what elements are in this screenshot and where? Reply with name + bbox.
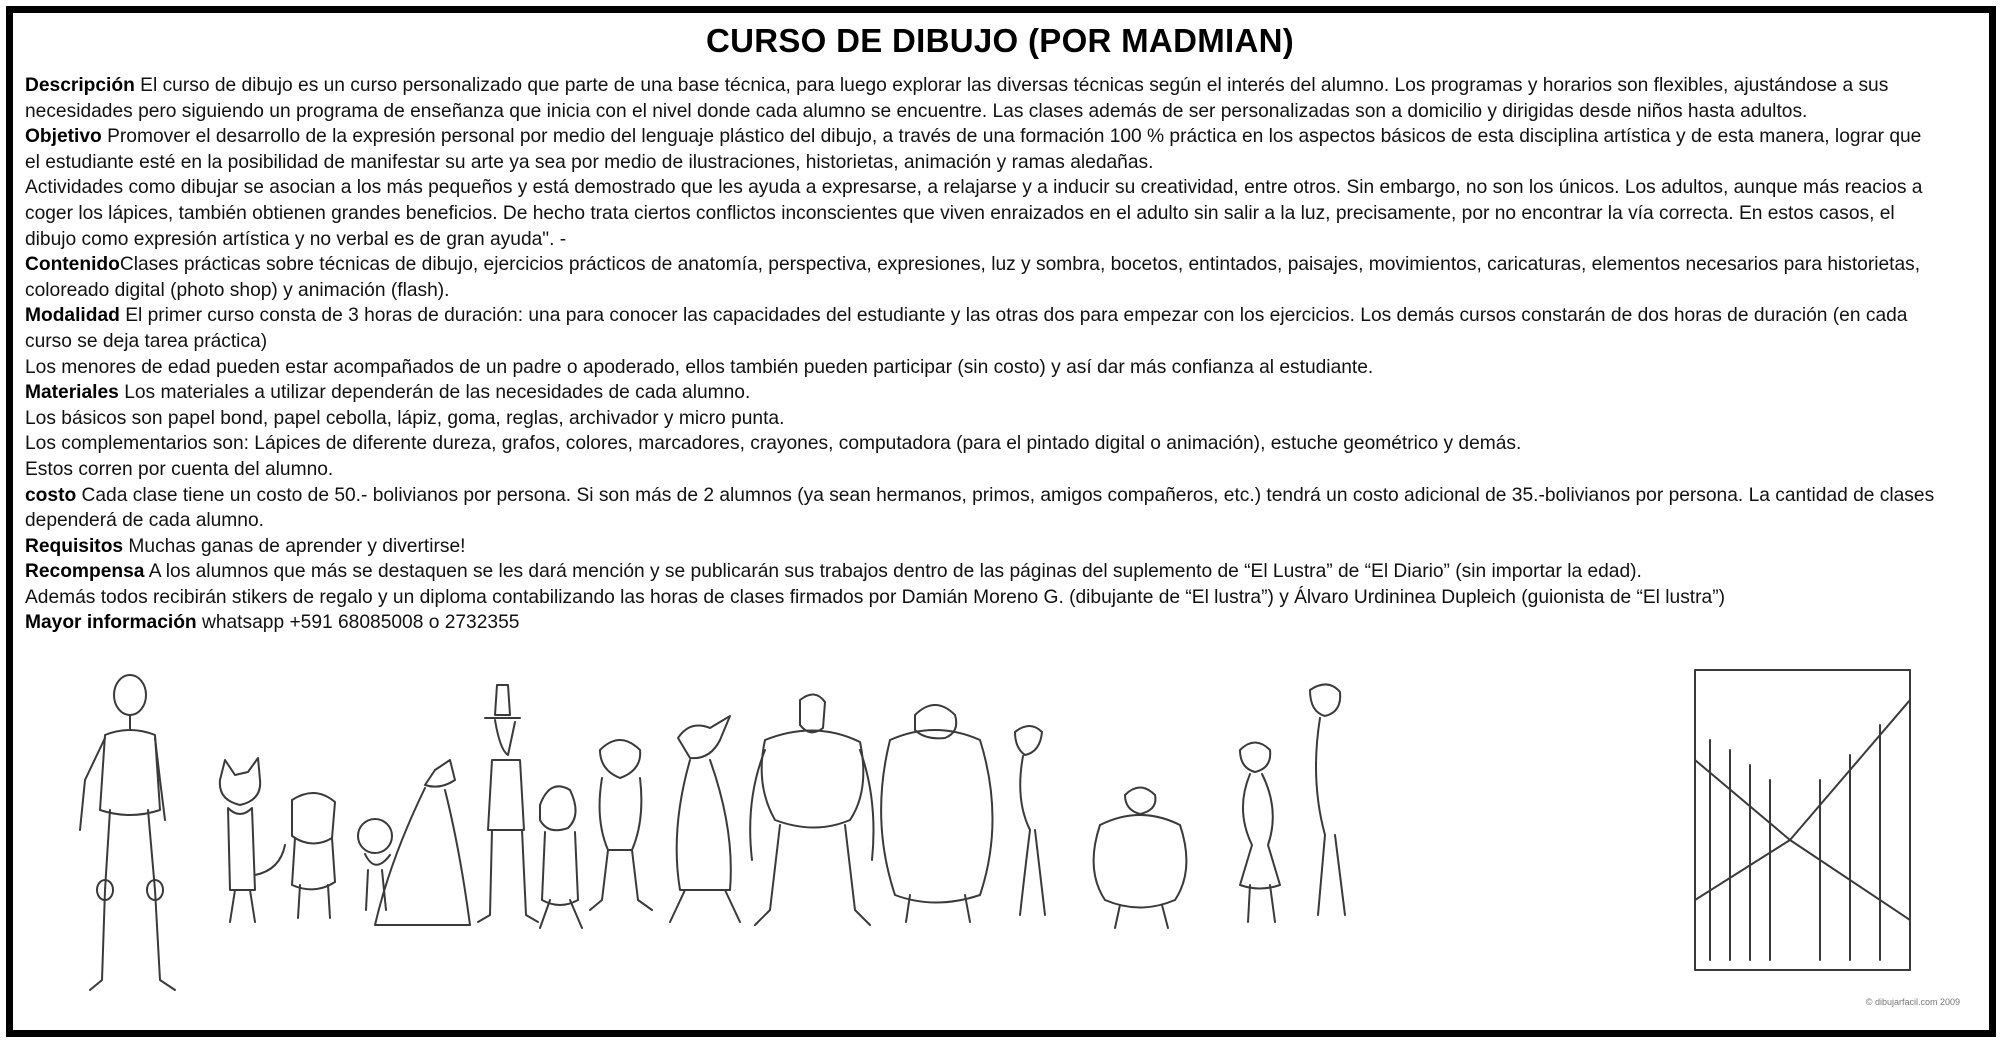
tall-hat-man-sketch (478, 685, 538, 922)
recompensa-paragraph (25, 559, 1935, 585)
descripcion-paragraph (25, 73, 1935, 124)
objetivo-paragraph (25, 124, 1935, 175)
kid-character-sketch (540, 786, 582, 928)
objetivo-extra: Actividades como dibujar se asocian a los más pequeños y está demostrado que les ayuda a expresarse, a relajarse y a inducir su creatividad, entre otros. Sin embargo, no son los únicos. Los adultos, aunque más reacios a coger los lápices, también obtienen grandes beneficios. De hecho trata ciertos conflictos inconscientes que viven enraizados en el adulto sin salir a la luz, precisamente, por no encontrar la vía correcta. En estos casos, el dibujo como expresión artística y no verbal es de gran ayuda". - (25, 177, 1923, 250)
poster-title: CURSO DE DIBUJO (POR MADMIAN) (705, 22, 1295, 59)
fat-character-sketch (881, 705, 992, 922)
course-description-body (25, 73, 1935, 636)
cat-character-sketch (220, 758, 285, 922)
modalidad-paragraph (25, 303, 1935, 354)
requisitos-paragraph (25, 534, 1935, 560)
info-paragraph (25, 610, 1935, 636)
requisitos-label: Requisitos (25, 535, 124, 557)
round-man-sketch (1094, 788, 1187, 929)
modalidad-extra: Los menores de edad pueden estar acompañados de un padre o apoderado, ellos también pueden participar (sin costo) y así dar más confianza al estudiante. (25, 356, 1374, 378)
costo-label: costo (25, 484, 77, 506)
small-ball-character-sketch (358, 819, 392, 910)
image-credit: © dibujarfacil.com 2009 (1865, 997, 1960, 1007)
contenido-text: Clases prácticas sobre técnicas de dibujo, ejercicios prácticos de anatomía, perspectiva, expresiones, luz y sombra, bocetos, entintados, paisajes, movimientos, caricaturas, elementos necesarios para historietas, coloreado digital (photo shop) y animación (flash). (25, 254, 1921, 301)
round-head-boy-sketch (590, 740, 652, 910)
tall-man-profile-sketch (1310, 684, 1345, 915)
materiales-cuenta: Estos corren por cuenta del alumno. (25, 458, 334, 480)
descripcion-label: Descripción (25, 75, 135, 96)
character-sketches-illustration (30, 660, 1920, 1010)
character-sketch-lineup (30, 660, 1920, 1010)
duck-character-sketch (670, 716, 740, 922)
recompensa-extra: Además todos recibirán stikers de regalo y un diploma contabilizando las horas de clases firmados por Damián Moreno G. (dibujante de “El lustra”) y Álvaro Urdininea Dupleich (guionista de “El lustra”) (25, 586, 1725, 608)
superhero-sketch (750, 694, 873, 925)
objetivo-text: Promover el desarrollo de la expresión personal por medio del lenguaje plástico del dibujo, a través de una formación 100 % práctica en los aspectos básicos de esta disciplina artística y de esta manera, lograr que el estudiante esté en la posibilidad de manifestar su arte ya sea por medio de ilustraciones, historietas, animación y ramas aledañas. (25, 126, 1922, 173)
modalidad-label: Modalidad (25, 305, 120, 327)
mannequin-sketch (80, 675, 175, 990)
recompensa-label: Recompensa (25, 561, 145, 583)
contenido-paragraph (25, 252, 1935, 303)
cloaked-gnome-sketch (375, 760, 470, 925)
info-label: Mayor información (25, 612, 197, 634)
lean-profile-sketch (1015, 726, 1045, 915)
info-contact: whatsapp +591 68085008 o 2732355 (196, 612, 520, 634)
costo-text: Cada clase tiene un costo de 50.- bolivianos por persona. Si son más de 2 alumnos (ya sean hermanos, primos, amigos compañeros, etc.) tendrá un costo adicional de 35.-bolivianos por persona. La cantidad de clases dependerá de cada alumno. (25, 484, 1935, 532)
materiales-text: Los materiales a utilizar dependerán de las necesidades de cada alumno. (118, 382, 751, 404)
materiales-label: Materiales (25, 382, 119, 404)
materiales-basicos: Los básicos son papel bond, papel cebolla, lápiz, goma, reglas, archivador y micro punta. (25, 407, 785, 429)
requisitos-text: Muchas ganas de aprender y divertirse! (123, 535, 466, 557)
recompensa-text: A los alumnos que más se destaquen se les dará mención y se publicarán sus trabajos dentro de las páginas del suplemento de “El Lustra” de “El Diario” (sin importar la edad). (144, 561, 1642, 583)
box-character-sketch (292, 793, 335, 918)
materiales-paragraph (25, 380, 1935, 406)
contenido-label: Contenido (25, 254, 120, 276)
modalidad-text: El primer curso consta de 3 horas de duración: una para conocer las capacidades del estudiante y las otras dos para empezar con los ejercicios. Los demás cursos constarán de dos horas de duración (en cada curso se deja tarea práctica) (25, 305, 1908, 352)
girl-character-sketch (1240, 743, 1280, 923)
perspective-street-sketch (1695, 670, 1910, 970)
descripcion-text: El curso de dibujo es un curso personalizado que parte de una base técnica, para luego explorar las diversas técnicas según el interés del alumno. Los programas y horarios son flexibles, ajustándose a sus necesidades pero siguiendo un programa de enseñanza que inicia con el nivel donde cada alumno se encuentre. Las clases además de ser personalizadas son a domicilio y dirigidas desde niños hasta adultos. (25, 75, 1889, 122)
objetivo-label: Objetivo (25, 126, 102, 148)
materiales-complementarios: Los complementarios son: Lápices de diferente dureza, grafos, colores, marcadores, crayones, computadora (para el pintado digital o animación), estuche geométrico y demás. (25, 433, 1522, 455)
costo-paragraph (25, 483, 1935, 534)
